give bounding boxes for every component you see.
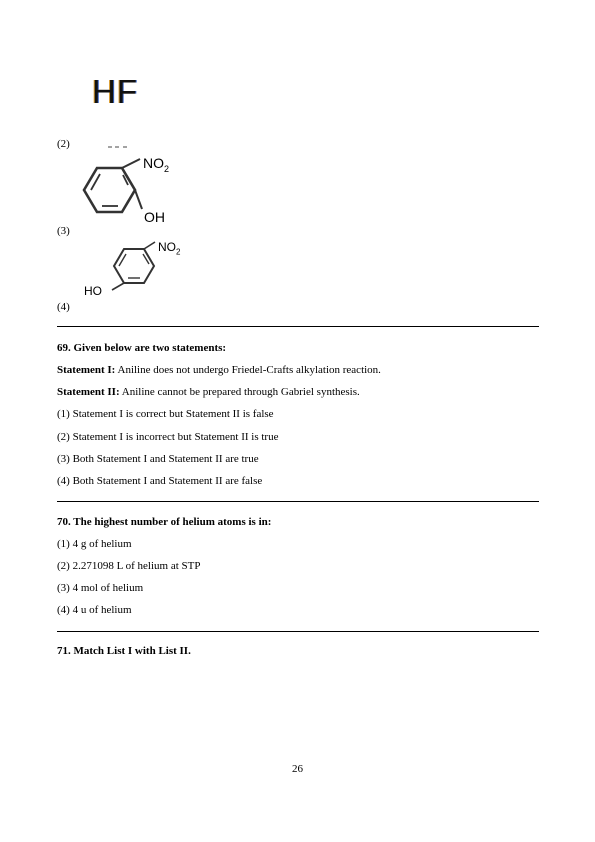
nitro-sub: 2 [164,163,170,174]
page-number: 26 [292,763,303,775]
cropped-fragment [108,144,130,150]
nitro-group-label-2 [158,240,180,259]
question-71-title: 71. Match List I with List II. [57,645,191,657]
question-70-title: 70. The highest number of helium atoms is in: [57,516,272,528]
ortho-nitrophenol-structure [76,152,186,227]
question-69-title: 69. Given below are two statements: [57,342,227,354]
q69-option-4: (4) Both Statement I and Statement II are false [57,475,263,487]
option-2-label: (2) [57,138,70,150]
divider-2 [57,501,539,502]
nitro-main: NO [158,240,176,254]
option-3-label: (3) [57,225,70,237]
q70-option-3: (3) 4 mol of helium [57,582,144,594]
statement-2-text: Aniline cannot be prepared through Gabriel synthesis. [119,386,360,398]
hf-label: HF [92,73,138,110]
nitro-group-label-1 [143,155,169,177]
hydroxy-label-1: OH [144,209,165,225]
option-4-label: (4) [57,301,70,313]
nitro-main: NO [143,155,164,171]
q69-option-1: (1) Statement I is correct but Statement II is false [57,408,274,420]
q69-option-3: (3) Both Statement I and Statement II are true [57,453,259,465]
divider-3 [57,631,539,632]
statement-2 [57,386,360,399]
hydroxy-label-2: HO [84,284,102,298]
statement-1-text: Aniline does not undergo Friedel-Crafts alkylation reaction. [115,364,381,376]
q69-option-2: (2) Statement I is incorrect but Statement II is true [57,431,279,443]
q70-option-4: (4) 4 u of helium [57,604,132,616]
statement-1 [57,364,381,377]
nitro-sub: 2 [176,247,181,257]
q70-option-1: (1) 4 g of helium [57,538,132,550]
statement-2-label: Statement II: [57,386,120,398]
divider-1 [57,326,539,327]
statement-1-label: Statement I: [57,364,116,376]
q70-option-2: (2) 2.271098 L of helium at STP [57,560,201,572]
